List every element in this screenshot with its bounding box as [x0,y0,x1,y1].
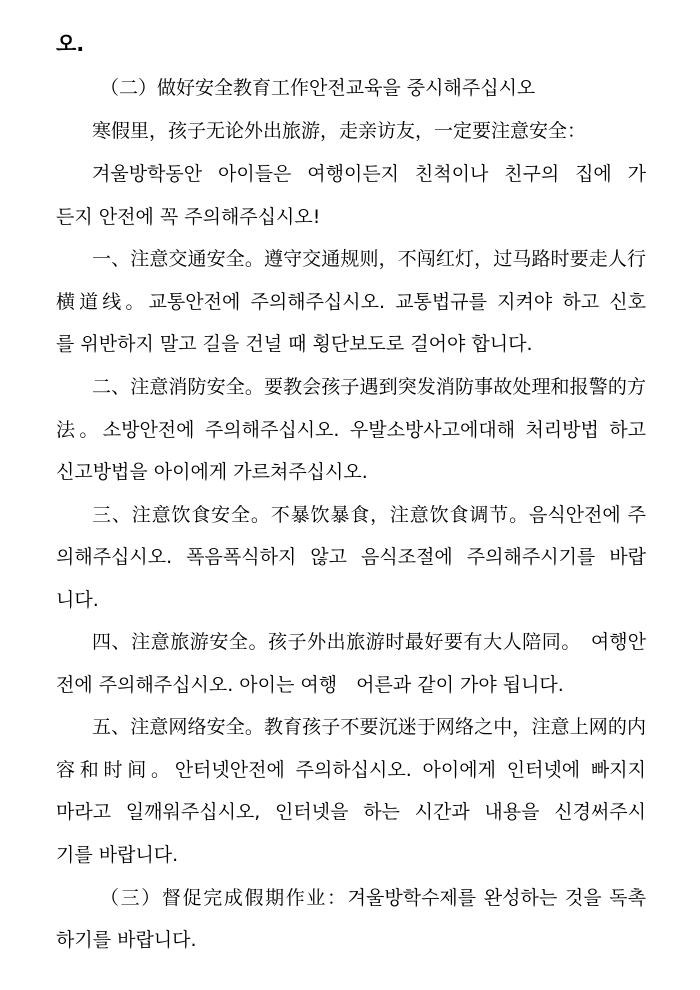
text-line: 의해주십시오. 폭음폭식하지 않고 음식조절에 주의해주시기를 바랍 [56,546,646,568]
text-line: 法。소방안전에 주의해주십시오. 우발소방사고에대해 처리방법 하고 [56,419,646,441]
section-heading: （二）做好安全教育工作안전교육을 중시해주십시오 [100,77,536,99]
text-line: 마라고 일깨워주십시오, 인터넷을 하는 시간과 내용을 신경써주시 [56,801,646,823]
text-line: 二、注意消防安全。要教会孩子遇到突发消防事故处理和报警的方 [92,376,646,398]
text-line: 四、注意旅游安全。孩子外出旅游时最好要有大人陪同。 여행안 [92,631,646,653]
text-line: 一、注意交通安全。遵守交通规则，不闯红灯，过马路时要走人行 [92,248,646,270]
text-line: 横道线。교통안전에 주의해주십시오. 교통법규를 지켜야 하고 신호 [56,291,646,313]
text-line: 든지 안전에 꼭 주의해주십시오! [56,206,321,228]
text-line: 기를 바랍니다. [56,844,179,866]
text-line: 오. [56,32,85,56]
section-heading: （三）督促完成假期作业：겨울방학수제를 완성하는 것을 독촉 [100,887,646,909]
text-line: 容和时间。안터넷안전에 주의하십시오. 아이에게 인터넷에 빠지지 [56,759,646,781]
text-line: 니다. [56,589,99,611]
text-line: 하기를 바랍니다. [56,929,197,951]
text-line: 전에 주의해주십시오. 아이는 여행 어른과 같이 가야 됩니다. [56,674,564,696]
text-line: 寒假里，孩子无论外出旅游，走亲访友，一定要注意安全： [92,120,587,142]
text-line: 三、注意饮食安全。不暴饮暴食，注意饮食调节。음식안전에 주 [92,504,646,526]
text-line: 신고방법을 아이에게 가르쳐주십시오. [56,461,368,483]
text-line: 五、注意网络安全。教育孩子不要沉迷于网络之中，注意上网的内 [92,716,646,738]
text-line: 겨울방학동안 아이들은 여행이든지 친척이나 친구의 집에 가 [92,163,646,185]
text-line: 를 위반하지 말고 길을 건널 때 횡단보도로 걸어야 합니다. [56,333,533,355]
